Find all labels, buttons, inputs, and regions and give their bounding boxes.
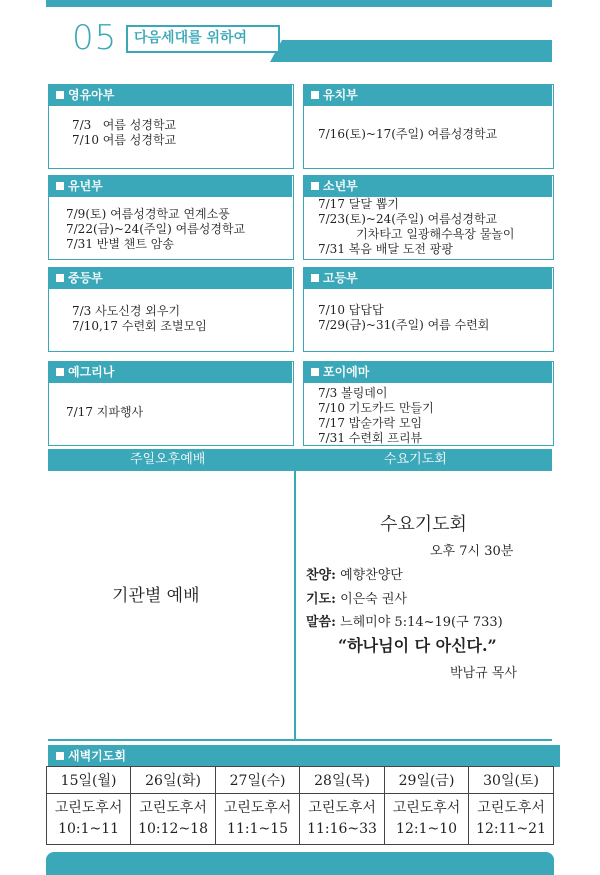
square-bullet-icon <box>56 274 64 282</box>
scripture-label: 말씀: <box>306 615 336 630</box>
department-schedule <box>66 405 143 420</box>
schedule-line: 7/22(금)~24(주일) 여름성경학교 <box>66 222 246 236</box>
dawn-day: 28일(목) <box>300 767 385 794</box>
dawn-book: 고린도후서 <box>308 800 376 816</box>
wednesday-header: 수요기도회 <box>384 452 447 467</box>
worship-divider <box>294 449 296 739</box>
department-name: 유치부 <box>323 88 358 102</box>
dawn-book: 고린도후서 <box>139 800 207 816</box>
footer-bar <box>46 852 554 875</box>
schedule-line: 7/31 복음 배달 도전 팡팡 <box>318 242 453 256</box>
schedule-line: 7/17 달달 뽑기 <box>318 197 399 211</box>
department-schedule <box>318 303 489 333</box>
schedule-line: 7/10 여름 성경학교 <box>72 133 177 147</box>
dawn-passage <box>131 794 216 845</box>
dawn-schedule-table <box>46 766 554 845</box>
schedule-line: 7/31 수련회 프리뷰 <box>318 431 423 445</box>
praise-value: 예향찬양단 <box>340 568 403 583</box>
worship-bottom-line <box>48 739 552 741</box>
department-schedule <box>318 386 434 446</box>
department-name: 중등부 <box>68 271 103 285</box>
schedule-line: 7/3 사도신경 외우기 <box>72 304 181 318</box>
schedule-line: 7/17 지파행사 <box>66 405 144 419</box>
praise-label: 찬양: <box>306 568 336 583</box>
department-tab <box>48 84 292 106</box>
department-schedule <box>318 127 497 142</box>
department-schedule <box>318 197 514 257</box>
department-name: 유년부 <box>68 179 103 193</box>
dawn-book: 고린도후서 <box>477 800 545 816</box>
square-bullet-icon <box>56 182 64 190</box>
section-number: 05 <box>72 18 118 58</box>
square-bullet-icon <box>311 274 319 282</box>
square-bullet-icon <box>311 91 319 99</box>
sunday-header: 주일오후예배 <box>130 452 206 467</box>
page-title: 다음세대를 위하여 <box>134 30 248 46</box>
schedule-line: 7/3 볼링데이 <box>318 386 388 400</box>
dawn-day: 27일(수) <box>215 767 299 794</box>
department-name: 예그리나 <box>68 365 115 379</box>
square-bullet-icon <box>311 368 319 376</box>
worship-header-bar <box>48 449 552 471</box>
schedule-line: 7/3 여름 성경학교 <box>72 118 177 132</box>
dawn-passage <box>469 794 554 845</box>
dawn-day: 29일(금) <box>384 767 468 794</box>
schedule-line: 7/10 기도카드 만들기 <box>318 401 434 415</box>
dawn-title: 새벽기도회 <box>68 749 126 763</box>
scripture-row <box>306 611 503 630</box>
department-schedule <box>66 207 245 252</box>
department-tab <box>48 267 292 289</box>
department-schedule <box>72 118 176 148</box>
department-tab <box>303 361 552 383</box>
department-name: 영유아부 <box>68 88 115 102</box>
square-bullet-icon <box>56 368 64 376</box>
dawn-passage <box>300 794 385 845</box>
dawn-verse: 12:11~21 <box>476 821 546 837</box>
dawn-day: 15일(월) <box>47 767 131 794</box>
dawn-book: 고린도후서 <box>54 800 123 816</box>
wednesday-title: 수요기도회 <box>380 514 467 535</box>
dawn-verse: 10:12~18 <box>138 821 208 837</box>
department-name: 포이에마 <box>323 365 370 379</box>
dawn-verse: 11:1~15 <box>227 821 289 837</box>
dawn-passage <box>384 794 468 845</box>
dawn-verse: 11:16~33 <box>307 821 377 837</box>
schedule-line: 7/29(금)~31(주일) 여름 수련회 <box>318 318 490 332</box>
schedule-line: 7/16(토)~17(주일) 여름성경학교 <box>318 127 498 141</box>
schedule-line: 7/10,17 수련회 조별모임 <box>72 319 207 333</box>
prayer-row <box>306 588 407 607</box>
praise-row <box>306 564 403 583</box>
department-tab <box>48 175 292 197</box>
sermon-title: “하나님이 다 아신다.” <box>338 636 497 655</box>
schedule-line: 7/31 반별 챈트 암송 <box>66 237 174 251</box>
dawn-passage <box>215 794 299 845</box>
scripture-value: 느헤미야 5:14~19(구 733) <box>340 615 503 630</box>
square-bullet-icon <box>311 182 319 190</box>
department-tab <box>303 267 552 289</box>
header-stripe <box>270 40 552 62</box>
wednesday-time: 오후 7시 30분 <box>430 544 514 559</box>
department-name: 소년부 <box>323 179 358 193</box>
department-name: 고등부 <box>323 271 358 285</box>
schedule-line: 7/23(토)~24(주일) 여름성경학교 <box>318 212 498 226</box>
dawn-verse: 12:1~10 <box>396 821 458 837</box>
square-bullet-icon <box>56 752 64 760</box>
schedule-line: 7/17 밥숟가락 모임 <box>318 416 423 430</box>
dawn-header <box>48 745 560 767</box>
department-tab <box>303 84 552 106</box>
department-schedule <box>72 304 207 334</box>
department-tab <box>48 361 292 383</box>
dawn-day: 30일(토) <box>469 767 554 794</box>
dawn-day: 26일(화) <box>131 767 216 794</box>
dawn-passage <box>47 794 131 845</box>
department-tab <box>303 175 552 197</box>
sunday-content: 기관별 예배 <box>112 586 200 606</box>
schedule-line: 7/10 답답답 <box>318 303 384 317</box>
preacher: 박남규 목사 <box>450 666 517 681</box>
prayer-label: 기도: <box>306 592 336 607</box>
prayer-value: 이은숙 권사 <box>340 592 407 607</box>
dawn-book: 고린도후서 <box>392 800 461 816</box>
schedule-line: 기차타고 일광해수욕장 물놀이 <box>318 227 515 241</box>
header-top-bar <box>46 0 552 7</box>
dawn-book: 고린도후서 <box>223 800 292 816</box>
square-bullet-icon <box>56 91 64 99</box>
schedule-line: 7/9(토) 여름성경학교 연계소풍 <box>66 207 230 221</box>
dawn-verse: 10:1~11 <box>58 821 120 837</box>
